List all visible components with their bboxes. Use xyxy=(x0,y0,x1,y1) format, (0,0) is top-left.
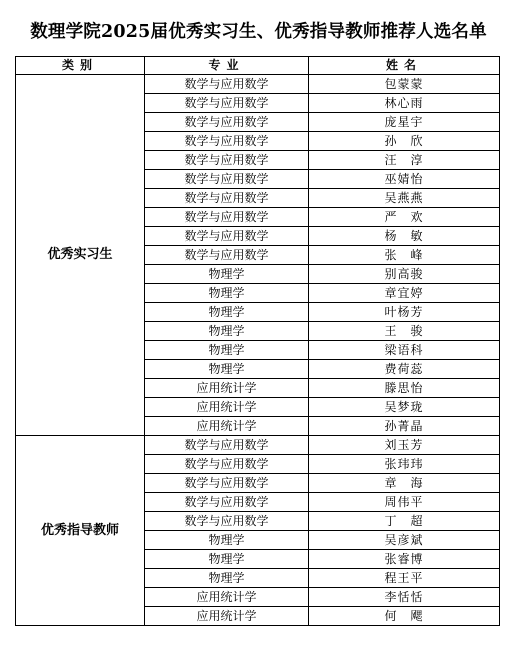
name-cell: 孙 欣 xyxy=(309,132,500,151)
name-cell: 王 骏 xyxy=(309,322,500,341)
major-cell: 数学与应用数学 xyxy=(145,208,309,227)
name-cell: 张睿博 xyxy=(309,550,500,569)
major-cell: 应用统计学 xyxy=(145,588,309,607)
major-cell: 应用统计学 xyxy=(145,398,309,417)
header-category: 类别 xyxy=(16,57,145,75)
major-cell: 物理学 xyxy=(145,284,309,303)
header-major: 专业 xyxy=(145,57,309,75)
name-cell: 程王平 xyxy=(309,569,500,588)
major-cell: 数学与应用数学 xyxy=(145,170,309,189)
category-cell: 优秀指导教师 xyxy=(16,436,145,626)
table-header-row xyxy=(16,57,500,75)
major-cell: 物理学 xyxy=(145,569,309,588)
name-cell: 何 飔 xyxy=(309,607,500,626)
major-cell: 应用统计学 xyxy=(145,607,309,626)
name-cell: 巫婧怡 xyxy=(309,170,500,189)
document-title: 数理学院2025届优秀实习生、优秀指导教师推荐人选名单 xyxy=(30,22,487,42)
name-cell: 章宜婷 xyxy=(309,284,500,303)
name-cell: 吴梦珑 xyxy=(309,398,500,417)
name-cell: 滕思怡 xyxy=(309,379,500,398)
name-cell: 张玮玮 xyxy=(309,455,500,474)
name-cell: 包蒙蒙 xyxy=(309,75,500,94)
major-cell: 数学与应用数学 xyxy=(145,151,309,170)
major-cell: 数学与应用数学 xyxy=(145,455,309,474)
major-cell: 物理学 xyxy=(145,303,309,322)
name-cell: 别高骏 xyxy=(309,265,500,284)
major-cell: 数学与应用数学 xyxy=(145,474,309,493)
major-cell: 数学与应用数学 xyxy=(145,512,309,531)
name-cell: 林心雨 xyxy=(309,94,500,113)
name-cell: 孙菁晶 xyxy=(309,417,500,436)
name-cell: 吴彦斌 xyxy=(309,531,500,550)
major-cell: 应用统计学 xyxy=(145,417,309,436)
major-cell: 物理学 xyxy=(145,341,309,360)
name-cell: 汪 淳 xyxy=(309,151,500,170)
name-cell: 张 峰 xyxy=(309,246,500,265)
major-cell: 数学与应用数学 xyxy=(145,227,309,246)
major-cell: 数学与应用数学 xyxy=(145,113,309,132)
major-cell: 数学与应用数学 xyxy=(145,493,309,512)
table-row xyxy=(16,436,500,455)
major-cell: 数学与应用数学 xyxy=(145,94,309,113)
major-cell: 数学与应用数学 xyxy=(145,75,309,94)
major-cell: 物理学 xyxy=(145,360,309,379)
name-cell: 严 欢 xyxy=(309,208,500,227)
major-cell: 物理学 xyxy=(145,550,309,569)
major-cell: 物理学 xyxy=(145,531,309,550)
name-cell: 杨 敏 xyxy=(309,227,500,246)
name-cell: 梁语科 xyxy=(309,341,500,360)
major-cell: 数学与应用数学 xyxy=(145,436,309,455)
nominee-table xyxy=(15,56,500,626)
header-name: 姓名 xyxy=(309,57,500,75)
name-cell: 吴燕燕 xyxy=(309,189,500,208)
name-cell: 刘玉芳 xyxy=(309,436,500,455)
category-cell: 优秀实习生 xyxy=(16,75,145,436)
name-cell: 叶杨芳 xyxy=(309,303,500,322)
name-cell: 丁 超 xyxy=(309,512,500,531)
major-cell: 物理学 xyxy=(145,265,309,284)
name-cell: 周伟平 xyxy=(309,493,500,512)
major-cell: 应用统计学 xyxy=(145,379,309,398)
table-body xyxy=(16,75,500,626)
major-cell: 物理学 xyxy=(145,322,309,341)
name-cell: 费荷蕊 xyxy=(309,360,500,379)
name-cell: 李恬恬 xyxy=(309,588,500,607)
name-cell: 庞星宇 xyxy=(309,113,500,132)
major-cell: 数学与应用数学 xyxy=(145,132,309,151)
major-cell: 数学与应用数学 xyxy=(145,189,309,208)
table-row xyxy=(16,75,500,94)
name-cell: 章 海 xyxy=(309,474,500,493)
major-cell: 数学与应用数学 xyxy=(145,246,309,265)
